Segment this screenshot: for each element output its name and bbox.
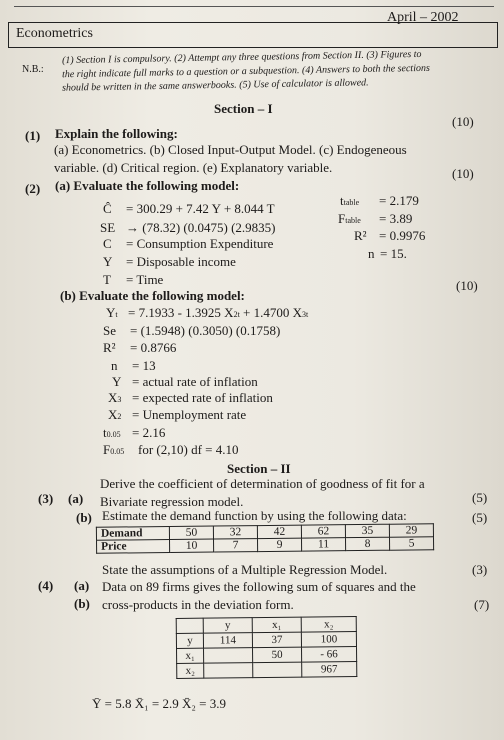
nb-line2: the right indicate full marks to a question or a subquestion. (4) Answers to both the sections [61, 62, 430, 81]
q2b-se-values: = (1.5948) (0.3050) (0.1758) [130, 323, 281, 338]
q2b-marks: (10) [456, 278, 478, 293]
f-table-value: = 3.89 [379, 211, 413, 226]
q3a-label: (a) [68, 491, 84, 506]
q2b-title: (b) Evaluate the following model: [60, 288, 245, 303]
matrix-cell [253, 662, 302, 678]
q2b-y-def: = actual rate of inflation [132, 374, 258, 389]
table-cell: 5 [389, 537, 433, 550]
q2a-t-label: T [103, 272, 111, 287]
matrix-cell [204, 663, 253, 679]
demand-header: Demand [96, 527, 169, 541]
q2b-x2-def: = Unemployment rate [132, 407, 247, 422]
q2a-se-label: SE [100, 220, 116, 235]
q4b-marks: (7) [474, 597, 490, 612]
q2b-t05-label: t0.05 [103, 425, 121, 440]
table-cell: 42 [257, 525, 301, 538]
exam-title: Econometrics [16, 26, 93, 41]
matrix-row-y: y [176, 633, 203, 648]
n-value: = 15. [380, 246, 407, 261]
q2a-y-label: Y [103, 254, 113, 269]
q2a-c-def: = Consumption Expenditure [126, 236, 274, 251]
exam-date: April – 2002 [387, 10, 459, 25]
table-cell: 50 [169, 526, 213, 539]
table-cell: 62 [301, 525, 345, 538]
q2a-title: (a) Evaluate the following model: [55, 178, 240, 193]
table-cell: 35 [345, 524, 389, 537]
q3b-marks: (5) [472, 510, 488, 525]
q3a-line1: Derive the coefficient of determination of goodness of fit for a [100, 476, 425, 491]
q2a-y-def: = Disposable income [126, 254, 236, 269]
q2a-t-def: = Time [126, 272, 164, 287]
t-table-label: ttable [340, 193, 360, 208]
q2b-x3-label: X3 [108, 390, 122, 405]
q2b-yt: Yt [106, 305, 118, 320]
q3b-line: Estimate the demand function by using the following data: [102, 508, 407, 523]
q2-number: (2) [25, 181, 41, 196]
q1-line2: variable. (d) Critical region. (e) Explanatory variable. [54, 160, 333, 175]
matrix-cell: - 66 [301, 647, 356, 663]
table-cell: 7 [214, 539, 258, 552]
q2b-r2-value: = 0.8766 [130, 340, 177, 355]
table-cell: 11 [301, 538, 345, 551]
q4b-line2: cross-products in the deviation form. [102, 597, 294, 612]
matrix-row-x1: x₁ [177, 648, 204, 663]
r2-value: = 0.9976 [379, 228, 426, 243]
r2-label: R² [354, 228, 367, 243]
cross-product-matrix [176, 616, 358, 679]
q1-marks: (10) [452, 114, 474, 129]
q2b-se-label: Se [103, 323, 116, 338]
q2b-f05-label: F0.05 [103, 442, 125, 457]
q2b-t05-value: = 2.16 [132, 425, 166, 440]
matrix-cell: 50 [253, 647, 302, 663]
q2b-f05-value: for (2,10) df = 4.10 [138, 442, 239, 457]
f-table-label: Ftable [338, 211, 361, 226]
q4a-label: (a) [74, 578, 90, 593]
q3b-label: (b) [76, 510, 92, 525]
table-cell: 29 [389, 524, 433, 537]
q2a-equation: = 300.29 + 7.42 Y + 8.044 T [126, 201, 275, 216]
matrix-row-x2: x₂ [177, 663, 204, 678]
q2b-x2-label: X2 [108, 407, 122, 422]
q2a-c-label: C [103, 236, 112, 251]
q4b-line1: Data on 89 firms gives the following sum of squares and the [102, 579, 416, 594]
q2b-equation: = 7.1933 - 1.3925 X2t + 1.4700 X3t [128, 305, 309, 320]
q3a-line2: Bivariate regression model. [100, 494, 244, 509]
demand-price-table [96, 523, 434, 554]
n-label: n [368, 246, 375, 261]
q3-number: (3) [38, 491, 54, 506]
nb-label: N.B.: [22, 64, 44, 75]
section1-heading: Section – I [214, 101, 273, 116]
matrix-cell: 37 [252, 632, 301, 648]
q4a-line: State the assumptions of a Multiple Regression Model. [102, 562, 388, 577]
matrix-corner [176, 618, 203, 633]
q2b-x3-def: = expected rate of inflation [132, 390, 273, 405]
q4-number: (4) [38, 578, 54, 593]
table-cell: 8 [345, 537, 389, 550]
q1-line1: (a) Econometrics. (b) Closed Input-Output Model. (c) Endogeneous [54, 142, 407, 157]
matrix-header-y: y [203, 618, 252, 634]
table-cell: 32 [213, 526, 257, 539]
matrix-cell: 114 [203, 633, 252, 649]
nb-line3: should be written in the same answerbooks. (5) Use of calculator is allowed. [61, 77, 369, 94]
top-rule [14, 6, 494, 7]
table-cell: 9 [258, 538, 302, 551]
price-header: Price [97, 540, 170, 554]
matrix-cell [204, 648, 253, 664]
q4a-marks: (3) [472, 562, 488, 577]
c-hat-symbol: Ĉ [103, 201, 112, 216]
q2b-r2-label: R² [103, 340, 116, 355]
q2b-n-label: n [111, 358, 118, 373]
matrix-cell: 967 [302, 662, 357, 678]
section2-heading: Section – II [227, 461, 291, 476]
matrix-cell: 100 [301, 632, 356, 648]
q2b-y-label: Y [112, 374, 122, 389]
means-line: Ȳ = 5.8 X̄₁ = 2.9 X̄₂ = 3.9 [92, 696, 226, 711]
q4b-label: (b) [74, 596, 90, 611]
table-cell: 10 [170, 539, 214, 552]
t-table-value: = 2.179 [379, 193, 419, 208]
matrix-header-x1: x₁ [252, 617, 301, 633]
q1-number: (1) [25, 128, 41, 143]
q3a-marks: (5) [472, 490, 488, 505]
q2a-marks: (10) [452, 166, 474, 181]
q1-title: Explain the following: [55, 126, 178, 141]
matrix-header-x2: x₂ [301, 617, 356, 633]
nb-line1: (1) Section I is compulsory. (2) Attempt any three questions from Section II. (3) Figures to [61, 48, 422, 67]
q2a-se-values: → (78.32) (0.0475) (2.9835) [126, 220, 276, 235]
q2b-n-value: = 13 [132, 358, 156, 373]
